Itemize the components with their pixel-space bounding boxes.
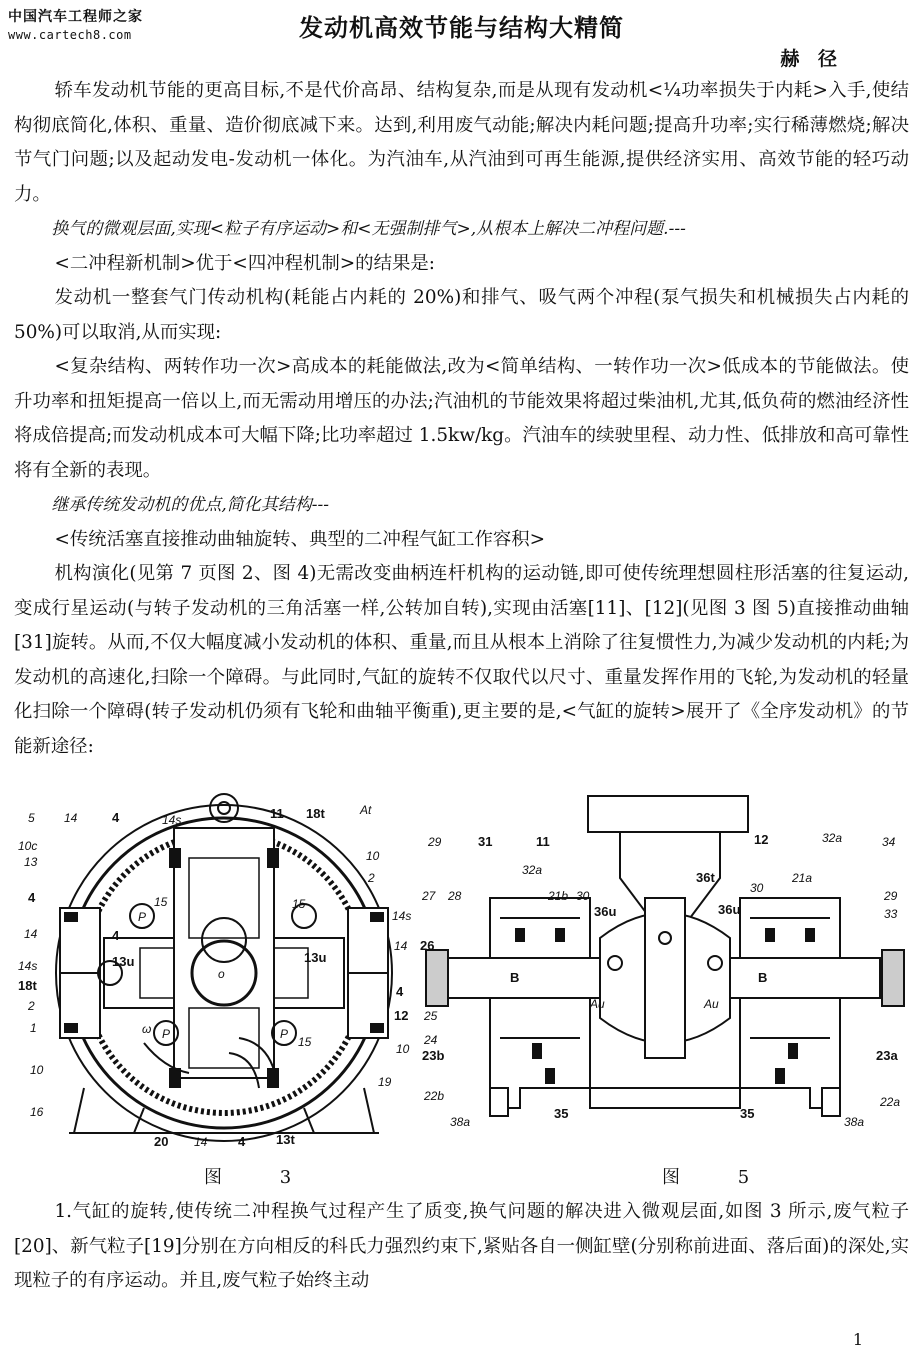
article-continuation [14,1195,909,1299]
label: 18t [306,806,325,821]
label: 15 [292,897,306,911]
label: 24 [424,1033,438,1047]
label: 4 [238,1134,246,1149]
label: 28 [448,889,462,903]
label: 32a [822,831,843,845]
label: 10 [396,1042,410,1056]
figure-3 [14,788,434,1158]
paragraph-6: 继承传统发动机的优点,简化其结构--- [51,495,330,515]
author: 赫 径 [780,48,843,70]
label: 16 [30,1105,44,1119]
label: 13t [276,1132,295,1147]
label: 14s [162,813,182,827]
label: 30 [576,889,590,903]
label: 29 [884,889,898,903]
figure-3-drawing [14,788,434,1158]
logo-text: 中国汽车工程师之家 [8,9,143,25]
logo-url: www.cartech8.com [8,28,132,42]
label: 34 [882,835,896,849]
figure-5 [420,788,910,1158]
label: 36u [594,904,617,919]
label: 14s [392,909,412,923]
paragraph-5: <复杂结构、两转作功一次>高成本的耗能做法,改为<简单结构、一转作功一次>低成本的节能做法。使升功率和扭矩提高一倍以上,而无需动用增压的办法;汽油机的节能效果将超过柴油机,尤其,低负荷的燃油经济性将成倍提高;而发动机成本可大幅下降;比功率超过 1.5kw/kg。汽油车的续驶里程、动力性、低排放和高可靠性将有全新的表现。 [14,356,909,481]
label: B [758,970,768,985]
label: 15 [154,895,168,909]
label: P [162,1027,171,1041]
label: 4 [396,984,404,999]
label: At [360,803,372,817]
label: 22b [424,1089,445,1103]
label: 4 [112,810,120,825]
paragraph-1: 轿车发动机节能的更高目标,不是代价高昂、结构复杂,而是从现有发动机<¼功率损失于内耗>入手,使结构彻底简化,体积、重量、造价彻底减下来。达到,利用废气动能;解决内耗问题;提高升功率;实行稀薄燃烧;解决节气门问题;以及起动发电-发动机一体化。为汽油车,从汽油到可再生能源,提供经济实用、高效节能的轻巧动力。 [14,80,909,205]
label: 13 [24,855,38,869]
label: ω [142,1022,152,1036]
label: 21a [792,871,813,885]
label: 13u [304,950,327,965]
paragraph-3: <二冲程新机制>优于<四冲程机制>的结果是: [54,252,435,274]
article-body [14,74,909,764]
label: 18t [18,978,37,993]
label: 1 [30,1021,37,1035]
label: 36u [718,902,741,917]
label: 4 [28,890,36,905]
label: 14 [194,1135,208,1149]
label: 4 [112,928,120,943]
label: 11 [270,806,284,821]
label: 10 [30,1063,44,1077]
label: 10 [366,849,380,863]
label: 31 [478,834,493,849]
label: 10c [18,839,38,853]
label: 12 [754,832,769,847]
label: 11 [536,834,550,849]
label: 14 [24,927,38,941]
label: 23b [422,1048,445,1063]
label: 30 [750,881,764,895]
figure-3-caption: 图 3 [204,1167,318,1188]
paragraph-9: 1.气缸的旋转,使传统二冲程换气过程产生了质变,换气问题的解决进入微观层面,如图 3 所示,废气粒子[20]、新气粒子[19]分别在方向相反的科氏力强烈约束下,紧贴各自一侧缸壁(分别称前进面、落后面)的深处,实现粒子的有序运动。并且,废气粒子始终主动 [14,1201,909,1291]
label: 29 [428,835,442,849]
paragraph-2: 换气的微观层面,实现<粒子有序运动>和<无强制排气>,从根本上解决二冲程问题.--- [51,219,686,239]
label: 19 [378,1075,392,1089]
label: 35 [554,1106,569,1121]
label: o [218,967,225,981]
label: 22a [880,1095,901,1109]
label: 33 [884,907,898,921]
label: 26 [420,938,435,953]
label: 12 [394,1008,409,1023]
label: 2 [368,871,375,885]
label: 5 [28,811,35,825]
label: 38a [450,1115,471,1129]
label: P [280,1027,289,1041]
paragraph-7: <传统活塞直接推动曲轴旋转、典型的二冲程气缸工作容积> [54,528,546,550]
label: 14 [64,811,78,825]
label: 27 [422,889,436,903]
figure-5-caption: 图 5 [662,1167,776,1188]
page-number: 1 [852,1330,863,1349]
label: 13u [112,954,135,969]
label: 32a [522,863,543,877]
paragraph-4: 发动机一整套气门传动机构(耗能占内耗的 20%)和排气、吸气两个冲程(泵气损失和机械损失占内耗的 50%)可以取消,从而实现: [14,287,909,343]
label: Au [590,997,605,1011]
label: 14s [18,959,38,973]
label: 15 [298,1035,312,1049]
paragraph-8: 机构演化(见第 7 页图 2、图 4)无需改变曲柄连杆机构的运动链,即可使传统理想圆柱形活塞的往复运动,变成行星运动(与转子发动机的三角活塞一样,公转加自转),实现由活塞[11]、[12](见图 3 图 5)直接推动曲轴[31]旋转。从而,不仅大幅度减小发动机的体积、重量,而且从根本上消除了往复惯性力,为减少发动机的内耗;为发动机的高速化,扫除一个障碍。与此同时,气缸的旋转不仅取代以尺寸、重量发挥作用的飞轮,为发动机的轻量化扫除一个障碍(转子发动机仍须有飞轮和曲轴平衡重),更主要的是,<气缸的旋转>展开了《全序发动机》的节能新途径: [14,563,909,757]
label: 36t [696,870,715,885]
label: 35 [740,1106,755,1121]
label: Au [704,997,719,1011]
page-title: 发动机高效节能与结构大精简 [299,14,624,42]
label: B [510,970,520,985]
label: 20 [154,1134,169,1149]
label: 14 [394,939,408,953]
label: 2 [28,999,35,1013]
figure-5-drawing [420,788,910,1158]
label: P [138,910,147,924]
label: 25 [424,1009,438,1023]
label: 38a [844,1115,865,1129]
label: 23a [876,1048,898,1063]
label: 21b [548,889,569,903]
